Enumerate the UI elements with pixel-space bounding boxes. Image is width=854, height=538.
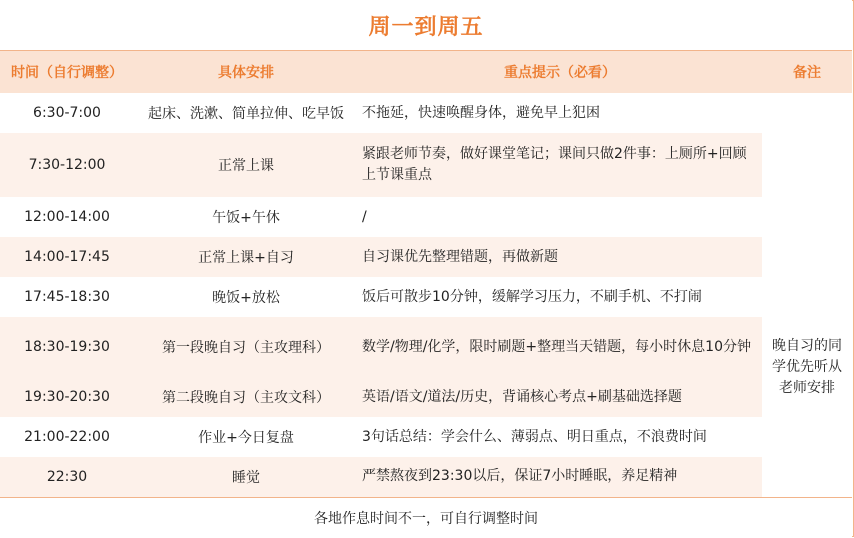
note-cell bbox=[762, 277, 852, 317]
tip-cell: 严禁熬夜到23:30以后，保证7小时睡眠，养足精神 bbox=[358, 457, 762, 497]
activity-cell: 正常上课+自习 bbox=[134, 237, 358, 277]
table-row bbox=[0, 237, 852, 277]
schedule-table bbox=[0, 51, 852, 538]
activity-cell: 第二段晚自习（主攻文科） bbox=[134, 377, 358, 417]
time-cell: 18:30-19:30 bbox=[0, 317, 134, 377]
tip-cell: 3句话总结：学会什么、薄弱点、明日重点，不浪费时间 bbox=[358, 417, 762, 457]
activity-cell: 晚饭+放松 bbox=[134, 277, 358, 317]
note-cell bbox=[762, 93, 852, 133]
tip-cell: 不拖延，快速唤醒身体，避免早上犯困 bbox=[358, 93, 762, 133]
column-header-tip: 重点提示（必看） bbox=[358, 51, 762, 93]
column-header-time: 时间（自行调整） bbox=[0, 51, 134, 93]
footer-row bbox=[0, 497, 852, 538]
tip-cell: 数学/物理/化学，限时刷题+整理当天错题，每小时休息10分钟 bbox=[358, 317, 762, 377]
page-title: 周一到周五 bbox=[0, 0, 852, 51]
column-header-note: 备注 bbox=[762, 51, 852, 93]
footer-note: 各地作息时间不一，可自行调整时间 bbox=[0, 497, 852, 538]
tip-cell: / bbox=[358, 197, 762, 237]
table-row bbox=[0, 457, 852, 497]
table-row bbox=[0, 317, 852, 377]
activity-cell: 第一段晚自习（主攻理科） bbox=[134, 317, 358, 377]
tip-cell: 自习课优先整理错题，再做新题 bbox=[358, 237, 762, 277]
time-cell: 6:30-7:00 bbox=[0, 93, 134, 133]
table-row bbox=[0, 93, 852, 133]
note-cell: 晚自习的同学优先听从老师安排 bbox=[762, 317, 852, 417]
tip-cell: 饭后可散步10分钟，缓解学习压力，不刷手机、不打闹 bbox=[358, 277, 762, 317]
table-header-row bbox=[0, 51, 852, 93]
time-cell: 22:30 bbox=[0, 457, 134, 497]
note-cell bbox=[762, 457, 852, 497]
note-cell bbox=[762, 237, 852, 277]
activity-cell: 起床、洗漱、简单拉伸、吃早饭 bbox=[134, 93, 358, 133]
note-cell bbox=[762, 417, 852, 457]
time-cell: 12:00-14:00 bbox=[0, 197, 134, 237]
note-cell bbox=[762, 133, 852, 197]
time-cell: 7:30-12:00 bbox=[0, 133, 134, 197]
table-row bbox=[0, 377, 852, 417]
table-row bbox=[0, 133, 852, 197]
table-row bbox=[0, 197, 852, 237]
tip-cell: 英语/语文/道法/历史，背诵核心考点+刷基础选择题 bbox=[358, 377, 762, 417]
time-cell: 17:45-18:30 bbox=[0, 277, 134, 317]
time-cell: 14:00-17:45 bbox=[0, 237, 134, 277]
time-cell: 21:00-22:00 bbox=[0, 417, 134, 457]
tip-cell: 紧跟老师节奏，做好课堂笔记；课间只做2件事：上厕所+回顾上节课重点 bbox=[358, 133, 762, 197]
activity-cell: 作业+今日复盘 bbox=[134, 417, 358, 457]
activity-cell: 正常上课 bbox=[134, 133, 358, 197]
column-header-activity: 具体安排 bbox=[134, 51, 358, 93]
table-row bbox=[0, 277, 852, 317]
table-row bbox=[0, 417, 852, 457]
activity-cell: 睡觉 bbox=[134, 457, 358, 497]
time-cell: 19:30-20:30 bbox=[0, 377, 134, 417]
note-cell bbox=[762, 197, 852, 237]
activity-cell: 午饭+午休 bbox=[134, 197, 358, 237]
